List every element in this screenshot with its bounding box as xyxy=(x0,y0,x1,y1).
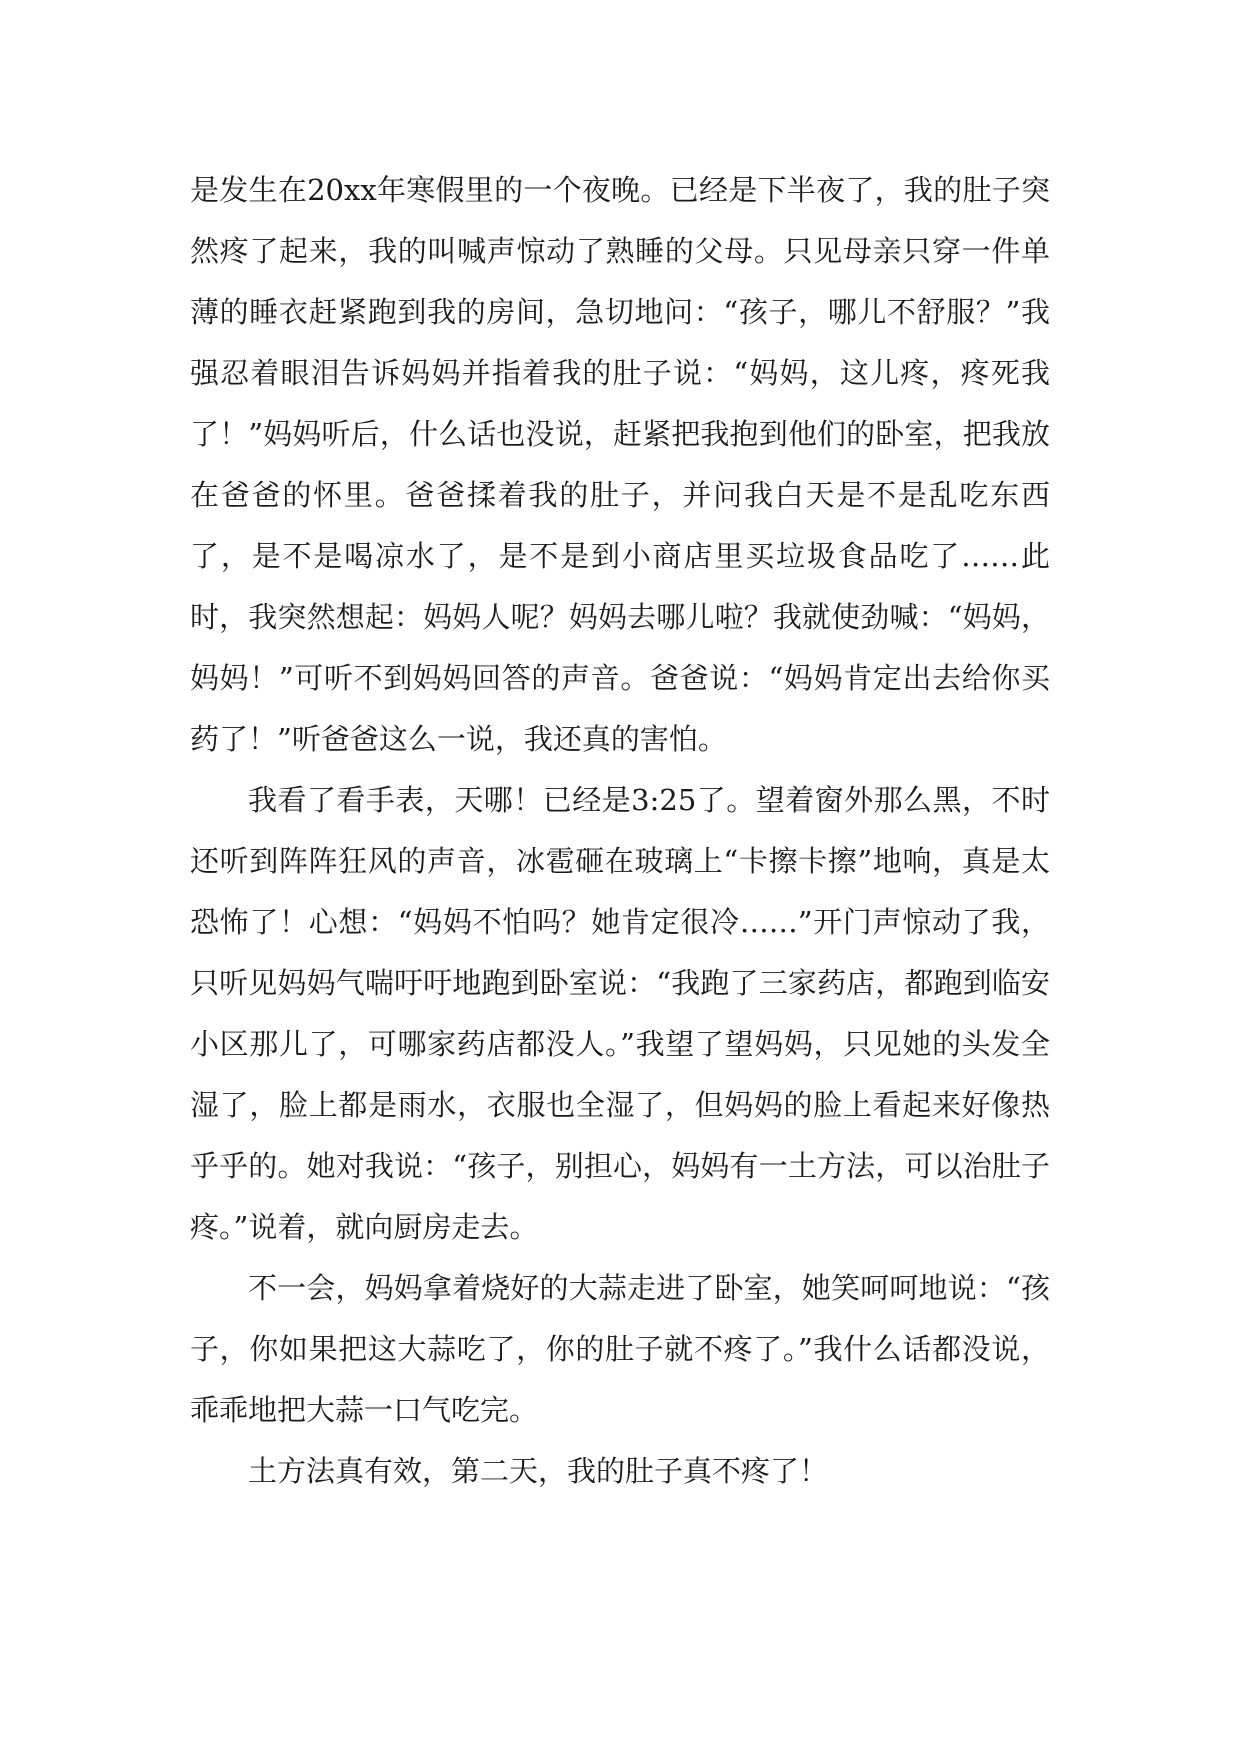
document-page xyxy=(190,160,1050,1502)
paragraph-4: 土方法真有效，第二天，我的肚子真不疼了！ xyxy=(248,1454,829,1488)
paragraph-2: 我看了看手表，天哪！已经是3:25了。望着窗外那么黑，不时还听到阵阵狂风的声音，冰雹砸在玻璃上“卡擦卡擦”地响，真是太恐怖了！心想：“妈妈不怕吗？她肯定很冷……”开门声惊动了我，只听见妈妈气喘吁吁地跑到卧室说：“我跑了三家药店，都跑到临安小区那儿了，可哪家药店都没人。”我望了望妈妈，只见她的头发全湿了，脸上都是雨水，衣服也全湿了，但妈妈的脸上看起来好像热乎乎的。她对我说：“孩子，别担心，妈妈有一土方法，可以治肚子疼。”说着，就向厨房走去。 xyxy=(190,783,1050,1244)
paragraph-3: 不一会，妈妈拿着烧好的大蒜走进了卧室，她笑呵呵地说：“孩子，你如果把这大蒜吃了，你的肚子就不疼了。”我什么话都没说，乖乖地把大蒜一口气吃完。 xyxy=(190,1271,1050,1427)
paragraph-1: 是发生在20xx年寒假里的一个夜晚。已经是下半夜了，我的肚子突然疼了起来，我的叫喊声惊动了熟睡的父母。只见母亲只穿一件单薄的睡衣赶紧跑到我的房间，急切地问：“孩子，哪儿不舒服？”我强忍着眼泪告诉妈妈并指着我的肚子说：“妈妈，这儿疼，疼死我了！”妈妈听后，什么话也没说，赶紧把我抱到他们的卧室，把我放在爸爸的怀里。爸爸揉着我的肚子，并问我白天是不是乱吃东西了，是不是喝凉水了，是不是到小商店里买垃圾食品吃了……此时，我突然想起：妈妈人呢？妈妈去哪儿啦？我就使劲喊：“妈妈，妈妈！”可听不到妈妈回答的声音。爸爸说：“妈妈肯定出去给你买药了！”听爸爸这么一说，我还真的害怕。 xyxy=(190,173,1050,756)
